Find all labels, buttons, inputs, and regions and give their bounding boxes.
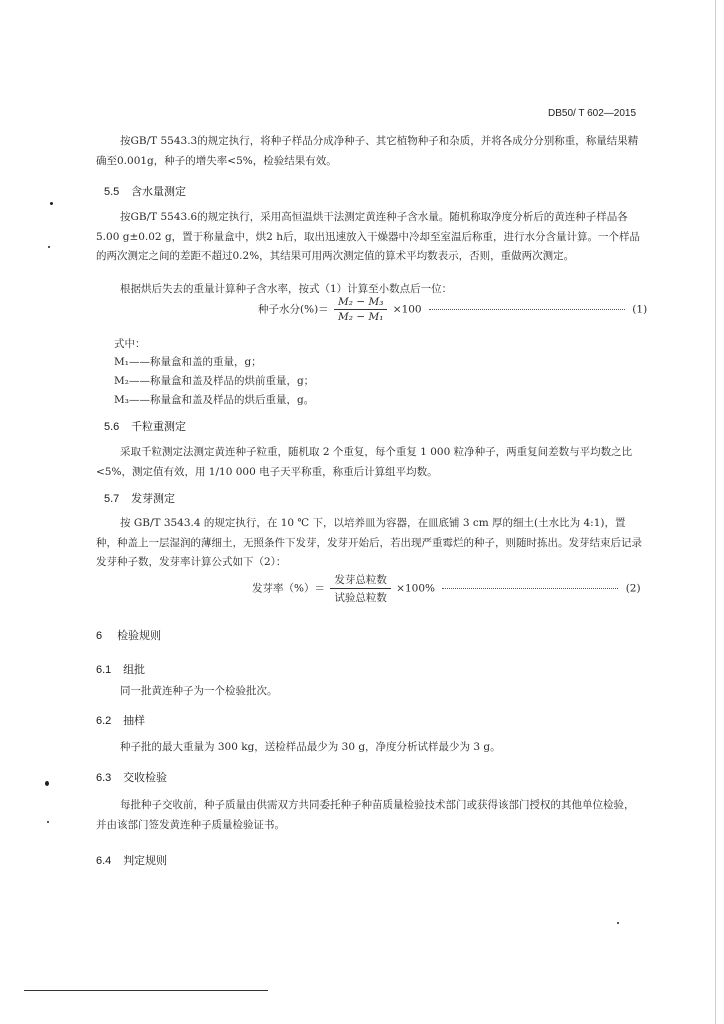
section-number: 5.5 [104,186,120,198]
paragraph-text: 按GB/T 5543.6的规定执行，采用高恒温烘干法测定黄连种子含水量。随机称取净度分析后的黄连种子样品各5.00 g±0.02 g，置于称量盒中，烘2 h后，取出迅速放入干燥器中冷却至室温后称重，进行水分含量计算。一个样品的两次测定之间的差距不超过0.2%，其结果可用两次测定值的算术平均数表示，否则，重做两次测定。 [96,211,640,262]
section-5-6-paragraph [96,443,644,482]
section-5-6-heading [104,418,186,434]
intro-text: 按GB/T 5543.3的规定执行，将种子样品分成净种子、其它植物种子和杂质，并将各成分分别称重，称量结果精确至0.001g，种子的增失率<5%，检验结果有效。 [96,135,639,167]
paragraph-text: 种子批的最大重量为 300 kg，送检样品最少为 30 g，净度分析试样最少为 3 g。 [120,741,501,753]
leader-dots [429,309,625,310]
section-6-2-heading [96,712,145,728]
formula-lhs: 种子水分(%)＝ [258,303,329,316]
section-number: 6 [96,630,103,642]
section-title: 抽样 [123,715,146,727]
formula-fraction [334,296,387,323]
variable-m2: M₂——称量盒和盖及样品的烘前重量，g； [114,375,315,387]
section-number: 6.4 [96,855,112,867]
formula-numerator: M₂ − M₃ [334,296,387,310]
germination-formula [252,572,641,605]
paragraph-text: 同一批黄连种子为一个检验批次。 [120,685,278,697]
section-6-3-heading [96,769,167,785]
section-title: 发芽测定 [131,493,176,505]
section-title: 检验规则 [117,630,162,642]
section-6-1-heading [96,661,145,677]
intro-paragraph [96,132,644,171]
variable-m3: M₃——称量盒和盖及样品的烘后重量，g。 [114,394,315,406]
section-number: 6.2 [96,715,112,727]
section-6-1-paragraph [96,682,644,702]
paragraph-text: 根据烘后失去的重量计算种子含水率，按式（1）计算至小数点后一位： [120,283,453,295]
section-title: 含水量测定 [131,186,187,198]
equation-number: (1) [632,303,648,316]
page-edge [715,0,716,1024]
where-label: 式中： [114,338,146,350]
section-number: 6.3 [96,772,112,784]
formula-factor: ×100% [396,582,435,595]
equation-number: (2) [625,582,641,595]
scan-speck [617,922,619,924]
variable-m1: M₁——称量盒和盖的重量，g； [114,356,262,368]
section-6-2-paragraph [96,738,644,758]
formula-fraction [330,572,391,605]
leader-dots [442,588,618,589]
scan-speck [50,202,53,205]
section-5-5-paragraph [96,208,644,267]
scan-speck [48,246,50,248]
footer-rule [24,990,268,991]
section-6-4-heading [96,852,167,868]
section-6-heading [96,627,161,643]
formula-numerator: 发芽总粒数 [330,572,391,589]
section-number: 5.7 [104,493,120,505]
document-id: DB50/ T 602—2015 [548,108,637,119]
moisture-formula [258,296,647,323]
section-title: 交收检验 [123,772,168,784]
formula-denominator: 试验总粒数 [334,592,387,604]
paragraph-text: 按 GB/T 3543.4 的规定执行，在 10 ℃ 下，以培养皿为容器，在皿底铺 3 cm 厚的细土(土水比为 4:1)，置种，种盖上一层湿润的薄细土，无照条件下发芽，发芽开始后，若出现严重霉烂的种子，则随时拣出。发芽结束后记录发芽种子数，发芽率计算公式如下（2）： [96,517,642,568]
formula-factor: ×100 [392,303,422,316]
section-title: 千粒重测定 [131,421,187,433]
paragraph-text: 采取千粒测定法测定黄连种子粒重，随机取 2 个重复，每个重复 1 000 粒净种子，两重复间差数与平均数之比<5%，测定值有效，用 1/10 000 电子天平称重，称重后计算组平均数。 [96,446,633,478]
formula-lhs: 发芽率（%）＝ [252,582,325,595]
section-title: 判定规则 [123,855,168,867]
section-number: 5.6 [104,421,120,433]
formula-denominator: M₂ − M₁ [338,311,384,323]
scan-speck [47,821,49,823]
section-5-5-heading [104,183,186,199]
section-5-7-paragraph [96,514,644,573]
section-title: 组批 [123,664,146,676]
scan-speck [45,781,49,786]
section-6-3-paragraph [96,796,644,835]
section-5-7-heading [104,490,175,506]
section-number: 6.1 [96,664,112,676]
paragraph-text: 每批种子交收前，种子质量由供需双方共同委托种子种苗质量检验技术部门或获得该部门授权的其他单位检验，并由该部门签发黄连种子质量检验证书。 [96,799,635,831]
